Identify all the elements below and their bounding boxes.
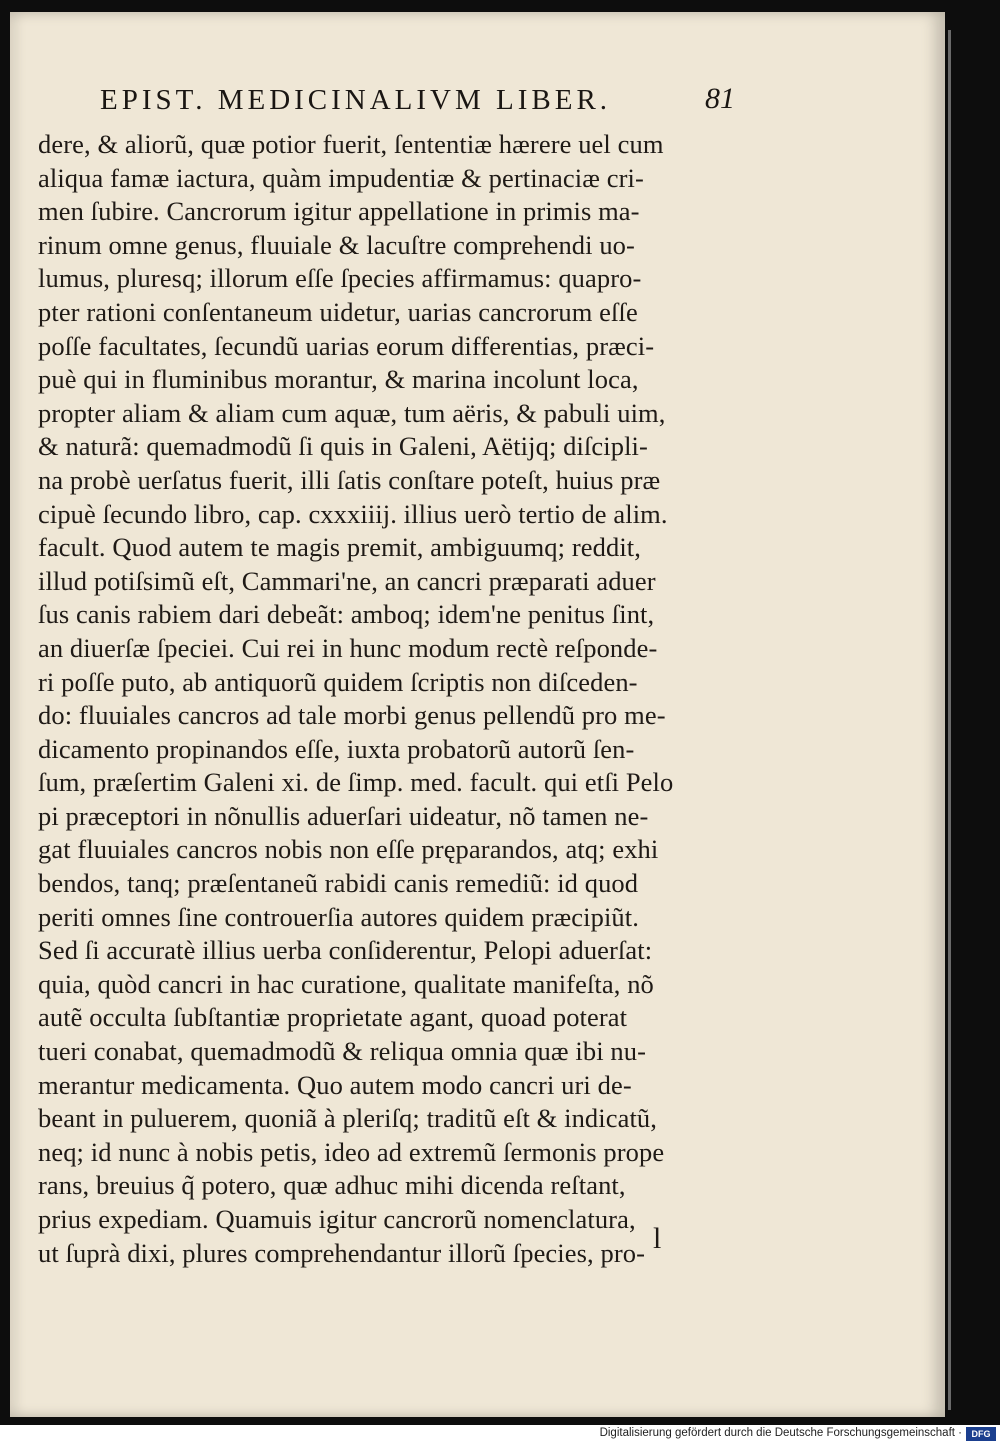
text-line: bendos, tanq; præſentaneũ rabidi canis remediũ: id quod xyxy=(38,868,639,899)
text-line: men ſubire. Cancrorum igitur appellatione in primis ma- xyxy=(38,196,640,227)
text-line: ſus canis rabiem dari debeãt: amboq; idem'ne penitus ſint, xyxy=(38,599,655,630)
dfg-logo-icon: DFG xyxy=(966,1427,996,1441)
text-line: pi præceptori in nõnullis aduerſari uideatur, nõ tamen ne- xyxy=(38,800,649,831)
text-line: merantur medicamenta. Quo autem modo cancri uri de- xyxy=(38,1069,632,1100)
text-line: & naturã: quemadmodũ ſi quis in Galeni, Aëtijq; diſcipli- xyxy=(38,431,648,462)
text-line: an diuerſæ ſpeciei. Cui rei in hunc modum rectè reſponde- xyxy=(38,632,658,663)
text-line: do: fluuiales cancros ad tale morbi genus pellendũ pro me- xyxy=(38,700,666,731)
funding-credit: Digitalisierung gefördert durch die Deutsche Forschungsgemeinschaft · xyxy=(599,1427,962,1439)
text-line: quia, quòd cancri in hac curatione, qualitate manifeſta, nõ xyxy=(38,968,654,999)
signature-mark: l xyxy=(653,1222,662,1255)
text-line: dere, & aliorũ, quæ potior fuerit, ſententiæ hærere uel cum xyxy=(38,129,664,159)
text-line: pter rationi conſentaneum uidetur, uarias cancrorum eſſe xyxy=(38,296,638,327)
page-number: 81 xyxy=(705,82,735,115)
text-line: autẽ occulta ſubſtantiæ proprietate agant, quoad poterat xyxy=(38,1002,628,1033)
text-line: prius expediam. Quamuis igitur cancrorũ nomenclatura, xyxy=(38,1204,636,1234)
text-line: ri poſſe puto, ab antiquorũ quidem ſcriptis non diſceden- xyxy=(38,666,638,697)
page-edge xyxy=(948,30,951,1410)
text-line: Sed ſi accuratè illius uerba conſiderentur, Pelopi aduerſat: xyxy=(38,935,653,966)
text-line: aliqua famæ iactura, quàm impudentiæ & pertinaciæ cri- xyxy=(38,162,644,193)
text-line: beant in puluerem, quoniã à pleriſq; traditũ eſt & indicatũ, xyxy=(38,1103,658,1134)
text-line: neq; id nunc à nobis petis, ideo ad extremũ ſermonis prope xyxy=(38,1136,665,1167)
text-line: propter aliam & aliam cum aquæ, tum aëris, & pabuli uim, xyxy=(38,397,666,428)
text-line: puè qui in fluminibus morantur, & marina incolunt loca, xyxy=(38,364,639,395)
text-line: dicamento propinandos eſſe, iuxta probatorũ autorũ ſen- xyxy=(38,733,635,764)
text-line: ſum, præſertim Galeni xi. de ſimp. med. facult. qui etſi Pelo xyxy=(38,767,674,798)
text-line: cipuè ſecundo libro, cap. cxxxiiij. illius uerò tertio de alim. xyxy=(38,498,668,529)
text-line: rans, breuius q̃ potero, quæ adhuc mihi dicenda reſtant, xyxy=(38,1170,626,1201)
text-line: na probè uerſatus fuerit, illi ſatis conſtare poteſt, huius præ xyxy=(38,464,661,495)
running-head: EPIST. MEDICINALIVM LIBER. xyxy=(100,84,612,116)
text-line: poſſe facultates, ſecundũ uarias eorum differentias, præci- xyxy=(38,330,655,361)
text-line: ut ſuprà dixi, plures comprehendantur illorũ ſpecies, pro- xyxy=(38,1237,646,1268)
body-text xyxy=(38,128,758,1270)
text-line: rinum omne genus, fluuiale & lacuſtre comprehendi uo- xyxy=(38,229,635,260)
text-line: illud potiſsimũ eſt, Cammari'ne, an cancri præparati aduer xyxy=(38,565,656,596)
text-line: lumus, pluresq; illorum eſſe ſpecies affirmamus: quapro- xyxy=(38,263,642,294)
text-line: periti omnes ſine controuerſia autores quidem præcipiũt. xyxy=(38,901,639,932)
text-line: gat fluuiales cancros nobis non eſſe pręparandos, atq; exhi xyxy=(38,834,659,865)
text-line: facult. Quod autem te magis premit, ambiguumq; reddit, xyxy=(38,532,641,563)
text-line: tueri conabat, quemadmodũ & reliqua omnia quæ ibi nu- xyxy=(38,1036,647,1067)
